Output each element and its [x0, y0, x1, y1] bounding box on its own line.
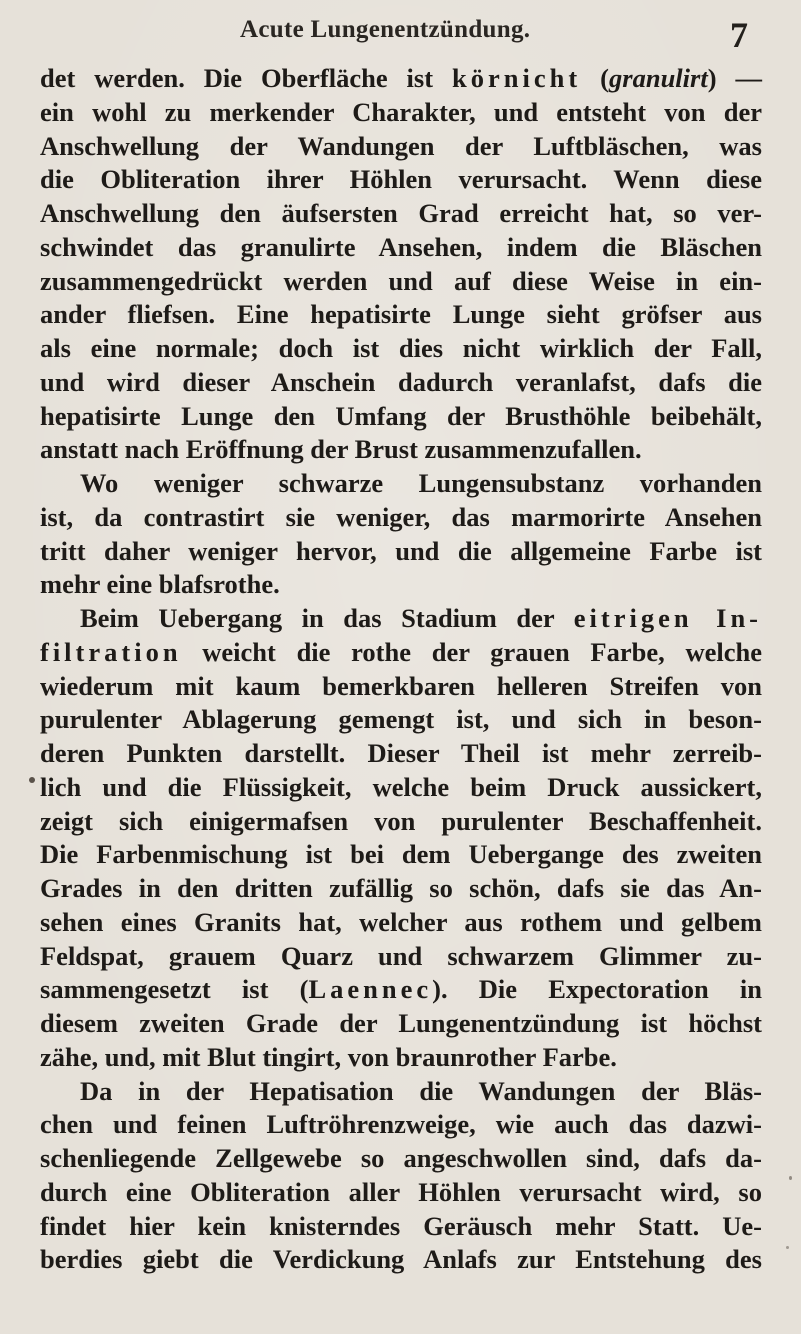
text-line: [40, 940, 762, 974]
text-run: Anschwellung den äufsersten Grad erreicht hat, so ver-: [40, 198, 762, 228]
text-line: [40, 1210, 762, 1244]
text-line: [40, 805, 762, 839]
text-line: [40, 298, 762, 332]
emphasized-text: körnicht: [452, 63, 582, 93]
text-line: [40, 197, 762, 231]
text-line: [40, 400, 762, 434]
text-run: durch eine Obliteration aller Höhlen verursacht wird, so: [40, 1176, 762, 1207]
print-speck: [29, 777, 35, 783]
text-line: [40, 872, 762, 906]
running-title: Acute Lungenentzündung.: [240, 16, 531, 43]
text-run: lich und die Flüssigkeit, welche beim Druck aussickert,: [40, 771, 762, 802]
text-line: [40, 163, 762, 197]
italic-text: granulirt: [609, 63, 708, 93]
text-run: Grades in den dritten zufällig so schön, dafs sie das An-: [40, 873, 762, 903]
text-line: [40, 433, 762, 467]
text-line: [40, 1075, 762, 1109]
text-run: berdies giebt die Verdickung Anlafs zur Entstehung des: [40, 1244, 762, 1275]
text-line: [40, 906, 762, 940]
text-run: hepatisirte Lunge den Umfang der Brusthöhle beibehält,: [40, 400, 762, 431]
print-speck: [786, 1246, 789, 1249]
text-line: [40, 265, 762, 299]
text-run: schwindet das granulirte Ansehen, indem die Bläschen: [40, 231, 762, 262]
text-run: deren Punkten darstellt. Dieser Theil ist mehr zerreib-: [40, 738, 762, 768]
text-line: [40, 1176, 762, 1210]
text-run: Da in der Hepatisation die Wandungen der Bläs-: [80, 1075, 762, 1106]
text-run: Beim Uebergang in das Stadium der: [80, 603, 574, 633]
text-line: [40, 366, 762, 400]
text-run: Feldspat, grauem Quarz und schwarzem Glimmer zu-: [40, 940, 762, 971]
text-run: weicht die rothe der grauen Farbe, welche: [181, 636, 762, 667]
text-line: [40, 568, 762, 602]
text-run: die Obliteration ihrer Höhlen verursacht. Wenn diese: [40, 164, 762, 195]
text-run: tritt daher weniger hervor, und die allgemeine Farbe ist: [40, 535, 762, 566]
text-line: [40, 1142, 762, 1176]
emphasized-text: Laennec: [308, 974, 433, 1005]
page-number: 7: [730, 15, 748, 55]
text-run: findet hier kein knisterndes Geräusch mehr Statt. Ue-: [40, 1210, 762, 1241]
text-run: ). Die Expectoration in: [432, 974, 762, 1005]
text-run: ist, da contrastirt sie weniger, das marmorirte Ansehen: [40, 501, 762, 532]
text-run: zähe, und, mit Blut tingirt, von braunrother Farbe.: [40, 1041, 617, 1072]
text-run: zusammengedrückt werden und auf diese Weise in ein-: [40, 265, 762, 296]
text-line: [40, 1108, 762, 1142]
text-run: und wird dieser Anschein dadurch veranlafst, dafs die: [40, 366, 762, 397]
text-line: [40, 737, 762, 771]
text-line: [40, 973, 762, 1007]
text-line: [40, 1041, 762, 1075]
text-line: [40, 96, 762, 130]
text-run: purulenter Ablagerung gemengt ist, und sich in beson-: [40, 704, 762, 735]
text-run: anstatt nach Eröffnung der Brust zusammenzufallen.: [40, 434, 642, 465]
text-run: chen und feinen Luftröhrenzweige, wie auch das dazwi-: [40, 1109, 762, 1140]
text-line: [40, 535, 762, 569]
text-line: [40, 467, 762, 501]
text-line: [40, 130, 762, 164]
text-run: sehen eines Granits hat, welcher aus rothem und gelbem: [40, 906, 762, 937]
print-speck: [789, 1176, 792, 1180]
text-run: als eine normale; doch ist dies nicht wirklich der Fall,: [40, 333, 762, 363]
text-run: schenliegende Zellgewebe so angeschwollen sind, dafs da-: [40, 1143, 762, 1173]
emphasized-text: eitrigen In-: [573, 603, 763, 633]
text-line: [40, 1007, 762, 1041]
text-line: [40, 501, 762, 535]
text-line: [40, 670, 762, 704]
text-line: [40, 231, 762, 265]
body-text: [40, 62, 762, 1277]
text-line: [40, 602, 762, 636]
emphasized-text: filtration: [40, 636, 182, 667]
text-run: sammengesetzt ist (: [40, 974, 309, 1005]
text-line: [40, 1243, 762, 1277]
text-line: [40, 838, 762, 872]
text-run: ander fliefsen. Eine hepatisirte Lunge sieht gröfser aus: [40, 299, 762, 330]
text-line: [40, 332, 762, 366]
running-head: [0, 10, 801, 55]
text-run: Anschwellung der Wandungen der Luftbläschen, was: [40, 130, 762, 161]
text-run: det werden. Die Oberfläche ist: [40, 63, 453, 93]
text-run: (: [581, 63, 610, 93]
text-line: [40, 771, 762, 805]
text-line: [40, 62, 762, 96]
text-run: wiederum mit kaum bemerkbaren helleren Streifen von: [40, 670, 762, 701]
text-run: Die Farbenmischung ist bei dem Uebergange des zweiten: [40, 839, 762, 870]
text-line: [40, 636, 762, 670]
text-run: ) —: [707, 63, 763, 93]
text-run: zeigt sich einigermafsen von purulenter Beschaffenheit.: [40, 805, 762, 836]
text-run: ein wohl zu merkender Charakter, und entsteht von der: [40, 96, 762, 127]
text-run: Wo weniger schwarze Lungensubstanz vorhanden: [80, 468, 762, 498]
text-run: mehr eine blafsrothe.: [40, 569, 280, 600]
text-line: [40, 703, 762, 737]
text-run: diesem zweiten Grade der Lungenentzündung ist höchst: [40, 1008, 762, 1038]
